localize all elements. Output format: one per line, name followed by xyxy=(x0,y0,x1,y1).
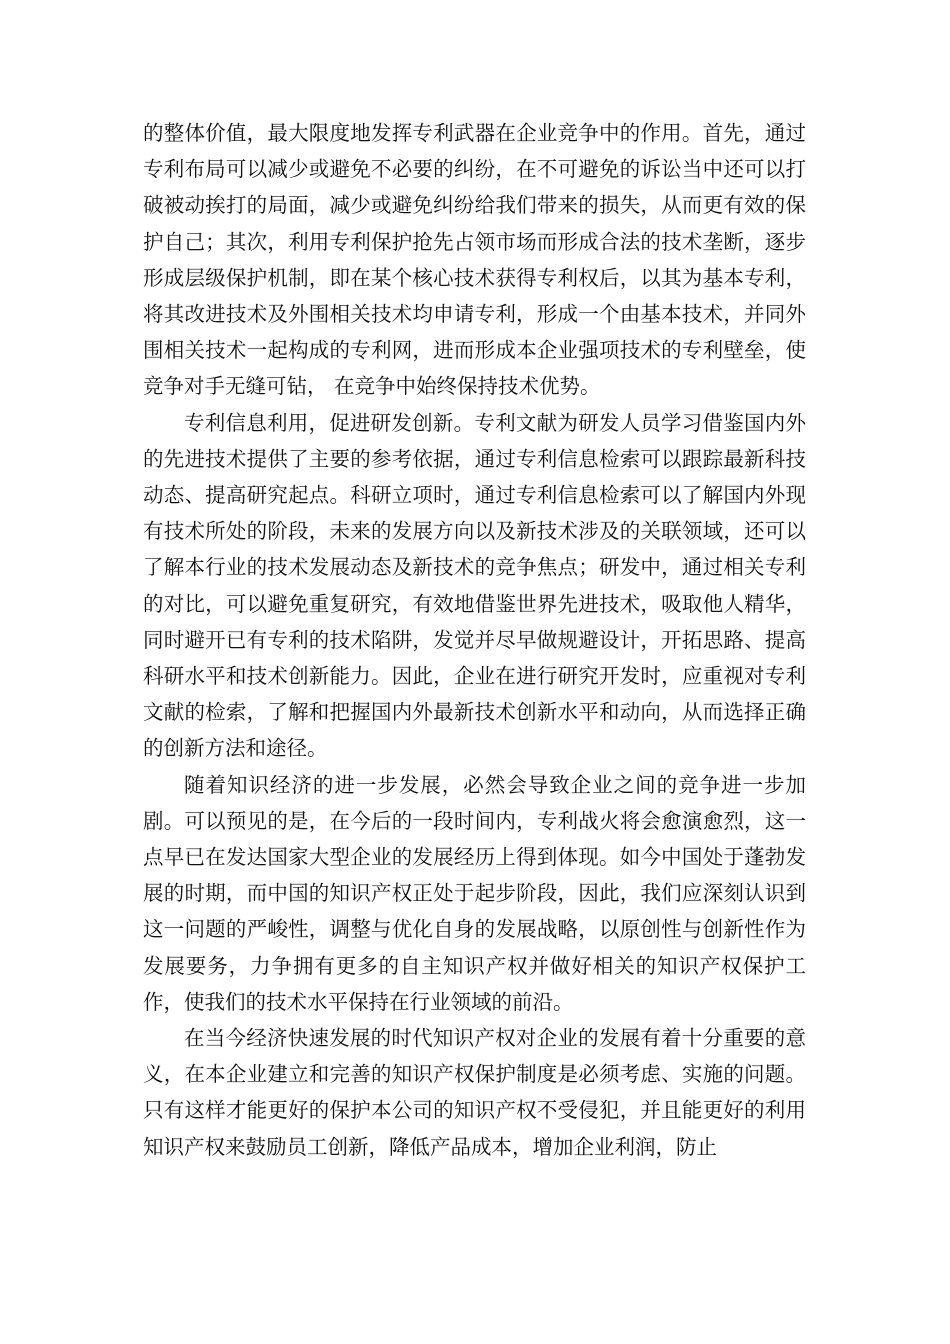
paragraph-knowledge-economy: 随着知识经济的进一步发展，必然会导致企业之间的竞争进一步加剧。可以预见的是，在今后的一段时间内，专利战火将会愈演愈烈，这一点早已在发达国家大型企业的发展经历上得到体现。如今中国处于蓬勃发展的时期，而中国的知识产权正处于起步阶段，因此，我们应深刻认识到这一问题的严峻性，调整与优化自身的发展战略，以原创性与创新性作为发展要务，力争拥有更多的自主知识产权并做好相关的知识产权保护工作，使我们的技术水平保持在行业领域的前沿。 xyxy=(143,772,806,1014)
paragraph-patent-information: 专利信息利用，促进研发创新。专利文献为研发人员学习借鉴国内外的先进技术提供了主要的参考依据，通过专利信息检索可以跟踪最新科技动态、提高研究起点。科研立项时，通过专利信息检索可以了解国内外现有技术所处的阶段，未来的发展方向以及新技术涉及的关联领域，还可以了解本行业的技术发展动态及新技术的竞争焦点；研发中，通过相关专利的对比，可以避免重复研究，有效地借鉴世界先进技术，吸取他人精华，同时避开已有专利的技术陷阱，发觉并尽早做规避设计，开拓思路、提高科研水平和技术创新能力。因此，企业在进行研究开发时，应重视对专利文献的检索，了解和把握国内外最新技术创新水平和动向，从而选择正确的创新方法和途径。 xyxy=(143,410,806,761)
document-body xyxy=(143,115,806,1165)
paragraph-patent-layout: 的整体价值，最大限度地发挥专利武器在企业竞争中的作用。首先，通过专利布局可以减少或避免不必要的纠纷，在不可避免的诉讼当中还可以打破被动挨打的局面，减少或避免纠纷给我们带来的损失，从而更有效的保护自己；其次，利用专利保护抢先占领市场而形成合法的技术垄断，逐步形成层级保护机制，即在某个核心技术获得专利权后，以其为基本专利，将其改进技术及外围相关技术均申请专利，形成一个由基本技术，并同外围相关技术一起构成的专利网，进而形成本企业强项技术的专利壁垒，使竞争对手无缝可钻， 在竞争中始终保持技术优势。 xyxy=(143,121,806,399)
paragraph-ip-protection: 在当今经济快速发展的时代知识产权对企业的发展有着十分重要的意义，在本企业建立和完善的知识产权保护制度是必须考虑、实施的问题。只有这样才能更好的保护本公司的知识产权不受侵犯，并且能更好的利用知识产权来鼓励员工创新，降低产品成本，增加企业利润，防止 xyxy=(143,1026,806,1159)
